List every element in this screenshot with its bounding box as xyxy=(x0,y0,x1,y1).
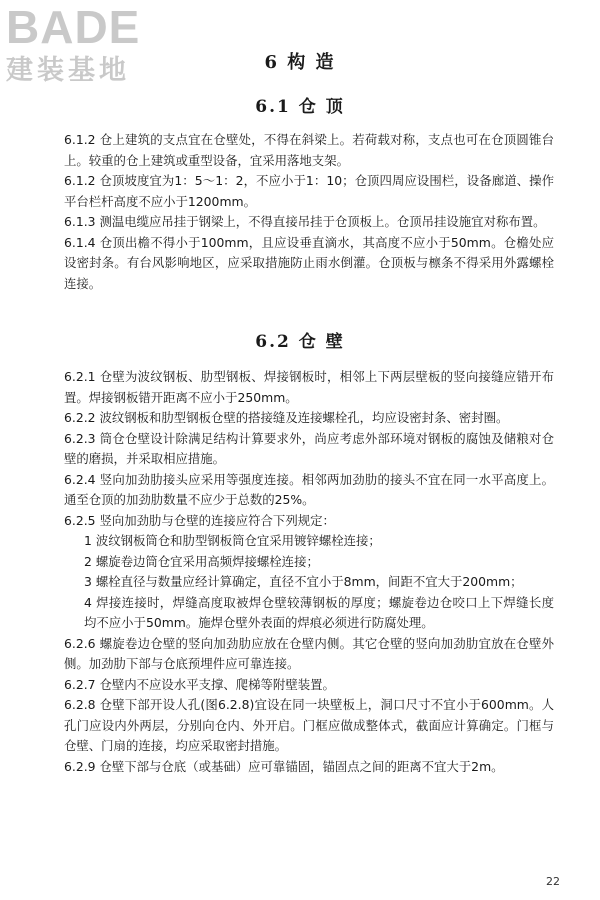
clause-paragraph: 6.1.4 仓顶出檐不得小于100mm，且应设垂直滴水，其高度不应小于50mm。仓檐处应设密封条。有台风影响地区，应采取措施防止雨水倒灌。仓顶板与檩条不得采用外露螺栓连接。 xyxy=(64,234,554,291)
clause-paragraph: 6.1.2 仓上建筑的支点宜在仓壁处，不得在斜梁上。若荷载对称，支点也可在仓顶圆锥台上。较重的仓上建筑或重型设备，宜采用落地支架。 xyxy=(64,132,554,168)
clause-paragraph: 6.2.3 筒仓仓壁设计除满足结构计算要求外，尚应考虑外部环境对钢板的腐蚀及储粮对仓壁的磨损，并采取相应措施。 xyxy=(64,430,554,466)
clause-paragraph: 6.2.7 仓壁内不应设水平支撑、爬梯等附壁装置。 xyxy=(64,676,335,692)
list-item: 2 螺旋卷边筒仓宜采用高频焊接螺栓连接； xyxy=(84,553,319,569)
list-item: 3 螺栓直径与数量应经计算确定，直径不宜小于8mm，间距不宜大于200mm； xyxy=(84,574,523,589)
section-title-roof: 6.1 仓 顶 xyxy=(255,97,345,117)
clause-paragraph: 6.1.2 仓顶坡度宜为1：5～1：2，不应小于1：10；仓顶四周应设围栏，设备廊道、操作平台栏杆高度不应小于1200mm。 xyxy=(64,173,554,209)
section-title-wall: 6.2 仓 壁 xyxy=(255,332,345,352)
clause-paragraph: 6.2.9 仓壁下部与仓底（或基础）应可靠锚固，锚固点之间的距离不宜大于2m。 xyxy=(64,758,504,774)
clause-paragraph: 6.1.3 测温电缆应吊挂于钢梁上，不得直接吊挂于仓顶板上。仓顶吊挂设施宜对称布置。 xyxy=(64,214,546,229)
page-number: 22 xyxy=(546,875,560,888)
clause-paragraph: 6.2.6 螺旋卷边仓壁的竖向加劲肋应放在仓壁内侧。其它仓壁的竖向加劲肋宜放在仓壁外侧。加劲肋下部与仓底预埋件应可靠连接。 xyxy=(64,635,554,671)
section-body-wall xyxy=(64,367,554,777)
logo-tagline: 建装基地 xyxy=(6,55,130,86)
clause-paragraph: 6.2.1 仓壁为波纹钢板、肋型钢板、焊接钢板时，相邻上下两层壁板的竖向接缝应错开布置。焊接钢板错开距离不应小于250mm。 xyxy=(64,369,554,405)
clause-paragraph: 6.2.5 竖向加劲肋与仓壁的连接应符合下列规定： xyxy=(64,512,335,528)
clause-paragraph: 6.2.2 波纹钢板和肋型钢板仓壁的搭接缝及连接螺栓孔，均应设密封条、密封圈。 xyxy=(64,410,509,425)
section-body-roof xyxy=(64,130,554,294)
list-item: 1 波纹钢板筒仓和肋型钢板筒仓宜采用镀锌螺栓连接； xyxy=(84,533,381,548)
logo-brand: BADE xyxy=(6,1,141,53)
list-item: 4 焊接连接时，焊缝高度取被焊仓壁较薄钢板的厚度；螺旋卷边仓咬口上下焊缝长度均不应小于50mm。施焊仓壁外表面的焊痕必须进行防腐处理。 xyxy=(84,594,554,630)
chapter-title: 6 构 造 xyxy=(264,52,336,73)
clause-paragraph: 6.2.8 仓壁下部开设人孔(图6.2.8)宜设在同一块壁板上，洞口尺寸不宜小于600mm。人孔门应设内外两层，分别向仓内、外开启。门框应做成整体式，截面应计算确定。门框与仓壁、门扇的连接，均应采取密封措施。 xyxy=(64,697,554,753)
clause-paragraph: 6.2.4 竖向加劲肋接头应采用等强度连接。相邻两加劲肋的接头不宜在同一水平高度上。通至仓顶的加劲肋数量不应少于总数的25%。 xyxy=(64,471,554,507)
